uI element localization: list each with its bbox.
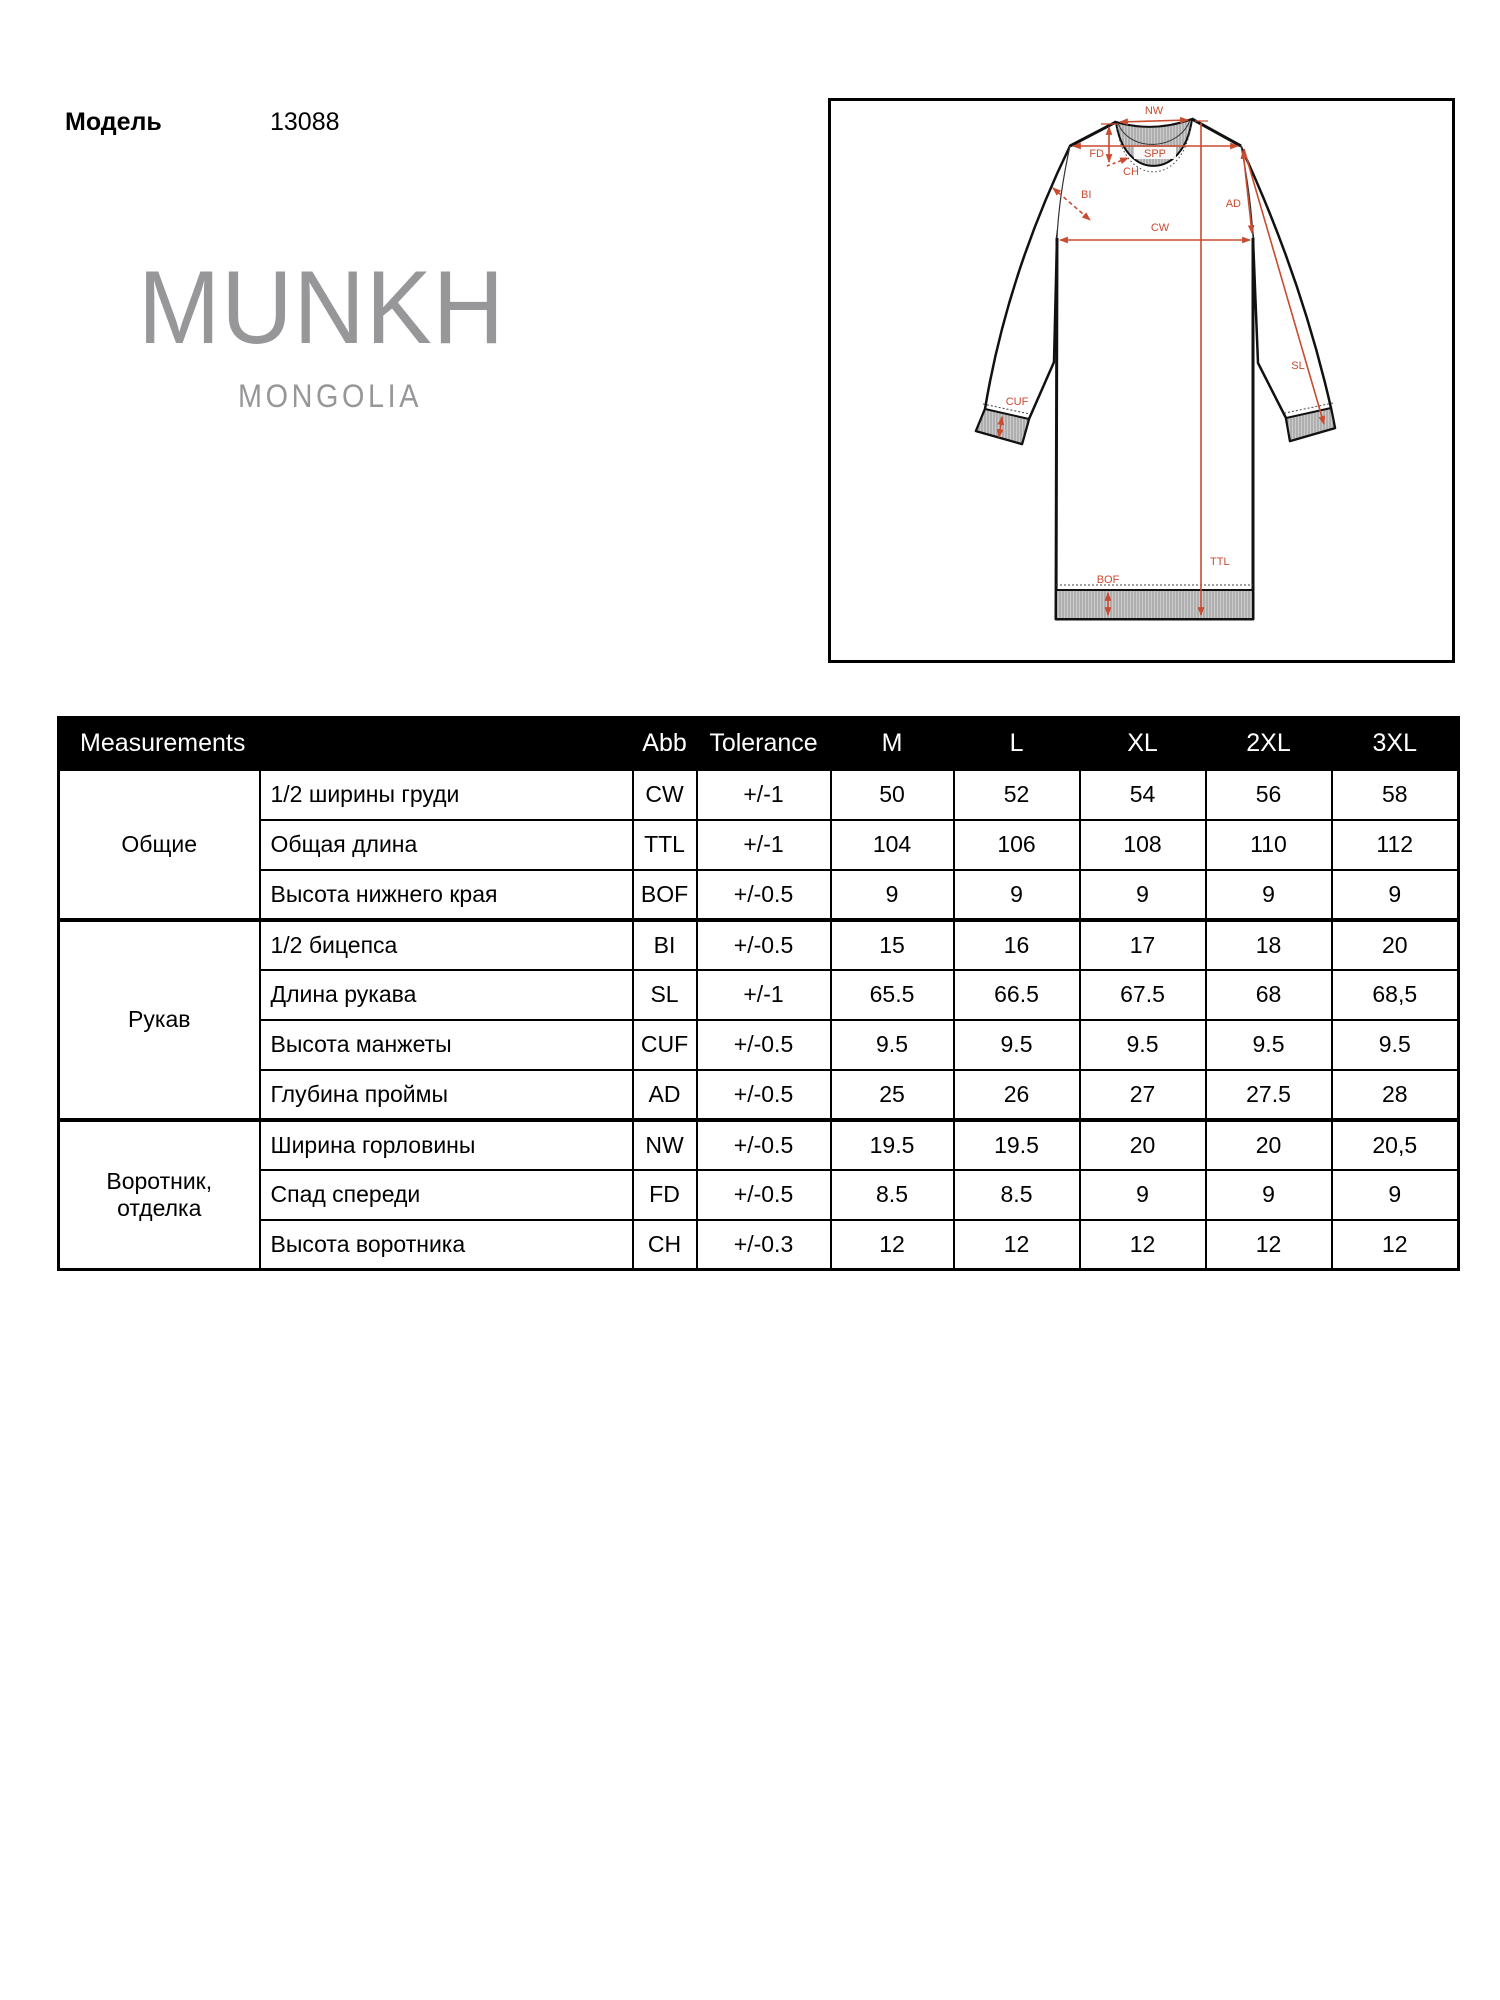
tolerance-cell: +/-0.5 bbox=[697, 870, 831, 920]
size-value: 26 bbox=[954, 1070, 1080, 1120]
size-value: 54 bbox=[1080, 770, 1206, 820]
size-value: 9.5 bbox=[831, 1020, 954, 1070]
measurement-name: Спад спереди bbox=[260, 1170, 633, 1220]
abb-cell: AD bbox=[633, 1070, 697, 1120]
brand-name: MUNKH bbox=[138, 250, 506, 366]
group-cell: Воротник, отделка bbox=[59, 1120, 260, 1270]
size-value: 9 bbox=[1332, 870, 1459, 920]
tolerance-cell: +/-1 bbox=[697, 970, 831, 1020]
size-value: 9 bbox=[1332, 1170, 1459, 1220]
size-value: 20 bbox=[1080, 1120, 1206, 1170]
size-value: 68 bbox=[1206, 970, 1332, 1020]
table-row bbox=[59, 1120, 1459, 1170]
group-cell: Рукав bbox=[59, 920, 260, 1120]
size-value: 15 bbox=[831, 920, 954, 970]
col-header-size-2xl: 2XL bbox=[1206, 718, 1332, 770]
garment-diagram bbox=[828, 98, 1455, 663]
tolerance-cell: +/-0.3 bbox=[697, 1220, 831, 1270]
measurement-name: Высота воротника bbox=[260, 1220, 633, 1270]
size-value: 9.5 bbox=[954, 1020, 1080, 1070]
size-value: 27 bbox=[1080, 1070, 1206, 1120]
col-header-size-l: L bbox=[954, 718, 1080, 770]
abb-cell: TTL bbox=[633, 820, 697, 870]
table-row bbox=[59, 1020, 1459, 1070]
size-value: 16 bbox=[954, 920, 1080, 970]
size-value: 27.5 bbox=[1206, 1070, 1332, 1120]
size-value: 9 bbox=[954, 870, 1080, 920]
diagram-label-cuf: CUF bbox=[1005, 396, 1029, 408]
diagram-label-bof: BOF bbox=[1096, 574, 1120, 586]
measurement-name: Длина рукава bbox=[260, 970, 633, 1020]
col-header-measurements: Measurements bbox=[59, 718, 633, 770]
abb-cell: FD bbox=[633, 1170, 697, 1220]
size-value: 28 bbox=[1332, 1070, 1459, 1120]
measurement-name: Ширина горловины bbox=[260, 1120, 633, 1170]
right-sleeve bbox=[1241, 147, 1335, 441]
diagram-label-cw: CW bbox=[1150, 222, 1170, 234]
size-value: 9.5 bbox=[1206, 1020, 1332, 1070]
diagram-label-ch: CH bbox=[1123, 166, 1139, 178]
size-value: 9 bbox=[1080, 1170, 1206, 1220]
table-row bbox=[59, 820, 1459, 870]
diagram-label-sl: SL bbox=[1291, 360, 1305, 372]
size-value: 12 bbox=[831, 1220, 954, 1270]
size-value: 20 bbox=[1206, 1120, 1332, 1170]
size-value: 9.5 bbox=[1332, 1020, 1459, 1070]
table-row bbox=[59, 870, 1459, 920]
size-value: 66.5 bbox=[954, 970, 1080, 1020]
size-value: 9 bbox=[1206, 870, 1332, 920]
size-value: 58 bbox=[1332, 770, 1459, 820]
size-value: 9.5 bbox=[1080, 1020, 1206, 1070]
abb-cell: CW bbox=[633, 770, 697, 820]
size-value: 9 bbox=[1206, 1170, 1332, 1220]
col-header-abb: Abb bbox=[633, 718, 697, 770]
garment-sketch bbox=[831, 101, 1452, 660]
size-value: 50 bbox=[831, 770, 954, 820]
tolerance-cell: +/-1 bbox=[697, 820, 831, 870]
group-cell: Общие bbox=[59, 770, 260, 920]
col-header-size-m: M bbox=[831, 718, 954, 770]
size-value: 12 bbox=[954, 1220, 1080, 1270]
size-value: 12 bbox=[1332, 1220, 1459, 1270]
table-row bbox=[59, 1070, 1459, 1120]
hem-band bbox=[1056, 590, 1253, 619]
diagram-label-spp: SPP bbox=[1143, 148, 1167, 160]
tolerance-cell: +/-0.5 bbox=[697, 1120, 831, 1170]
table-row bbox=[59, 970, 1459, 1020]
brand-subtitle: MONGOLIA bbox=[238, 378, 423, 414]
tolerance-cell: +/-0.5 bbox=[697, 1020, 831, 1070]
size-value: 19.5 bbox=[954, 1120, 1080, 1170]
size-value: 19.5 bbox=[831, 1120, 954, 1170]
measurement-name: Глубина проймы bbox=[260, 1070, 633, 1120]
diagram-label-nw: NW bbox=[1144, 105, 1164, 117]
col-header-tolerance: Tolerance bbox=[697, 718, 831, 770]
measurement-name: Высота манжеты bbox=[260, 1020, 633, 1070]
diagram-label-ttl: TTL bbox=[1210, 556, 1230, 568]
nw-arrow bbox=[1120, 120, 1188, 122]
size-value: 8.5 bbox=[831, 1170, 954, 1220]
abb-cell: BI bbox=[633, 920, 697, 970]
measurement-name: Высота нижнего края bbox=[260, 870, 633, 920]
abb-cell: BOF bbox=[633, 870, 697, 920]
abb-cell: NW bbox=[633, 1120, 697, 1170]
size-value: 20,5 bbox=[1332, 1120, 1459, 1170]
diagram-label-ad: AD bbox=[1225, 198, 1241, 210]
abb-cell: CUF bbox=[633, 1020, 697, 1070]
diagram-label-fd: FD bbox=[1089, 148, 1104, 160]
size-value: 110 bbox=[1206, 820, 1332, 870]
size-value: 108 bbox=[1080, 820, 1206, 870]
size-value: 12 bbox=[1206, 1220, 1332, 1270]
size-value: 8.5 bbox=[954, 1170, 1080, 1220]
tolerance-cell: +/-0.5 bbox=[697, 1170, 831, 1220]
col-header-size-xl: XL bbox=[1080, 718, 1206, 770]
diagram-label-bi: BI bbox=[1081, 189, 1092, 201]
size-value: 20 bbox=[1332, 920, 1459, 970]
size-value: 68,5 bbox=[1332, 970, 1459, 1020]
size-value: 25 bbox=[831, 1070, 954, 1120]
measurement-name: 1/2 ширины груди bbox=[260, 770, 633, 820]
size-value: 104 bbox=[831, 820, 954, 870]
abb-cell: CH bbox=[633, 1220, 697, 1270]
measurement-name: Общая длина bbox=[260, 820, 633, 870]
measurements-table bbox=[57, 716, 1460, 1271]
table-row bbox=[59, 920, 1459, 970]
tolerance-cell: +/-1 bbox=[697, 770, 831, 820]
measurement-name: 1/2 бицепса bbox=[260, 920, 633, 970]
size-value: 12 bbox=[1080, 1220, 1206, 1270]
abb-cell: SL bbox=[633, 970, 697, 1020]
size-value: 65.5 bbox=[831, 970, 954, 1020]
table-row bbox=[59, 1220, 1459, 1270]
size-value: 106 bbox=[954, 820, 1080, 870]
col-header-size-3xl: 3XL bbox=[1332, 718, 1459, 770]
tolerance-cell: +/-0.5 bbox=[697, 1070, 831, 1120]
size-value: 18 bbox=[1206, 920, 1332, 970]
size-value: 112 bbox=[1332, 820, 1459, 870]
table-row bbox=[59, 770, 1459, 820]
table-row bbox=[59, 1170, 1459, 1220]
size-value: 67.5 bbox=[1080, 970, 1206, 1020]
table-header-row bbox=[59, 718, 1459, 770]
size-value: 9 bbox=[1080, 870, 1206, 920]
model-label: Модель bbox=[65, 108, 162, 136]
size-value: 56 bbox=[1206, 770, 1332, 820]
model-number: 13088 bbox=[270, 108, 340, 136]
size-value: 9 bbox=[831, 870, 954, 920]
tolerance-cell: +/-0.5 bbox=[697, 920, 831, 970]
size-value: 52 bbox=[954, 770, 1080, 820]
size-value: 17 bbox=[1080, 920, 1206, 970]
